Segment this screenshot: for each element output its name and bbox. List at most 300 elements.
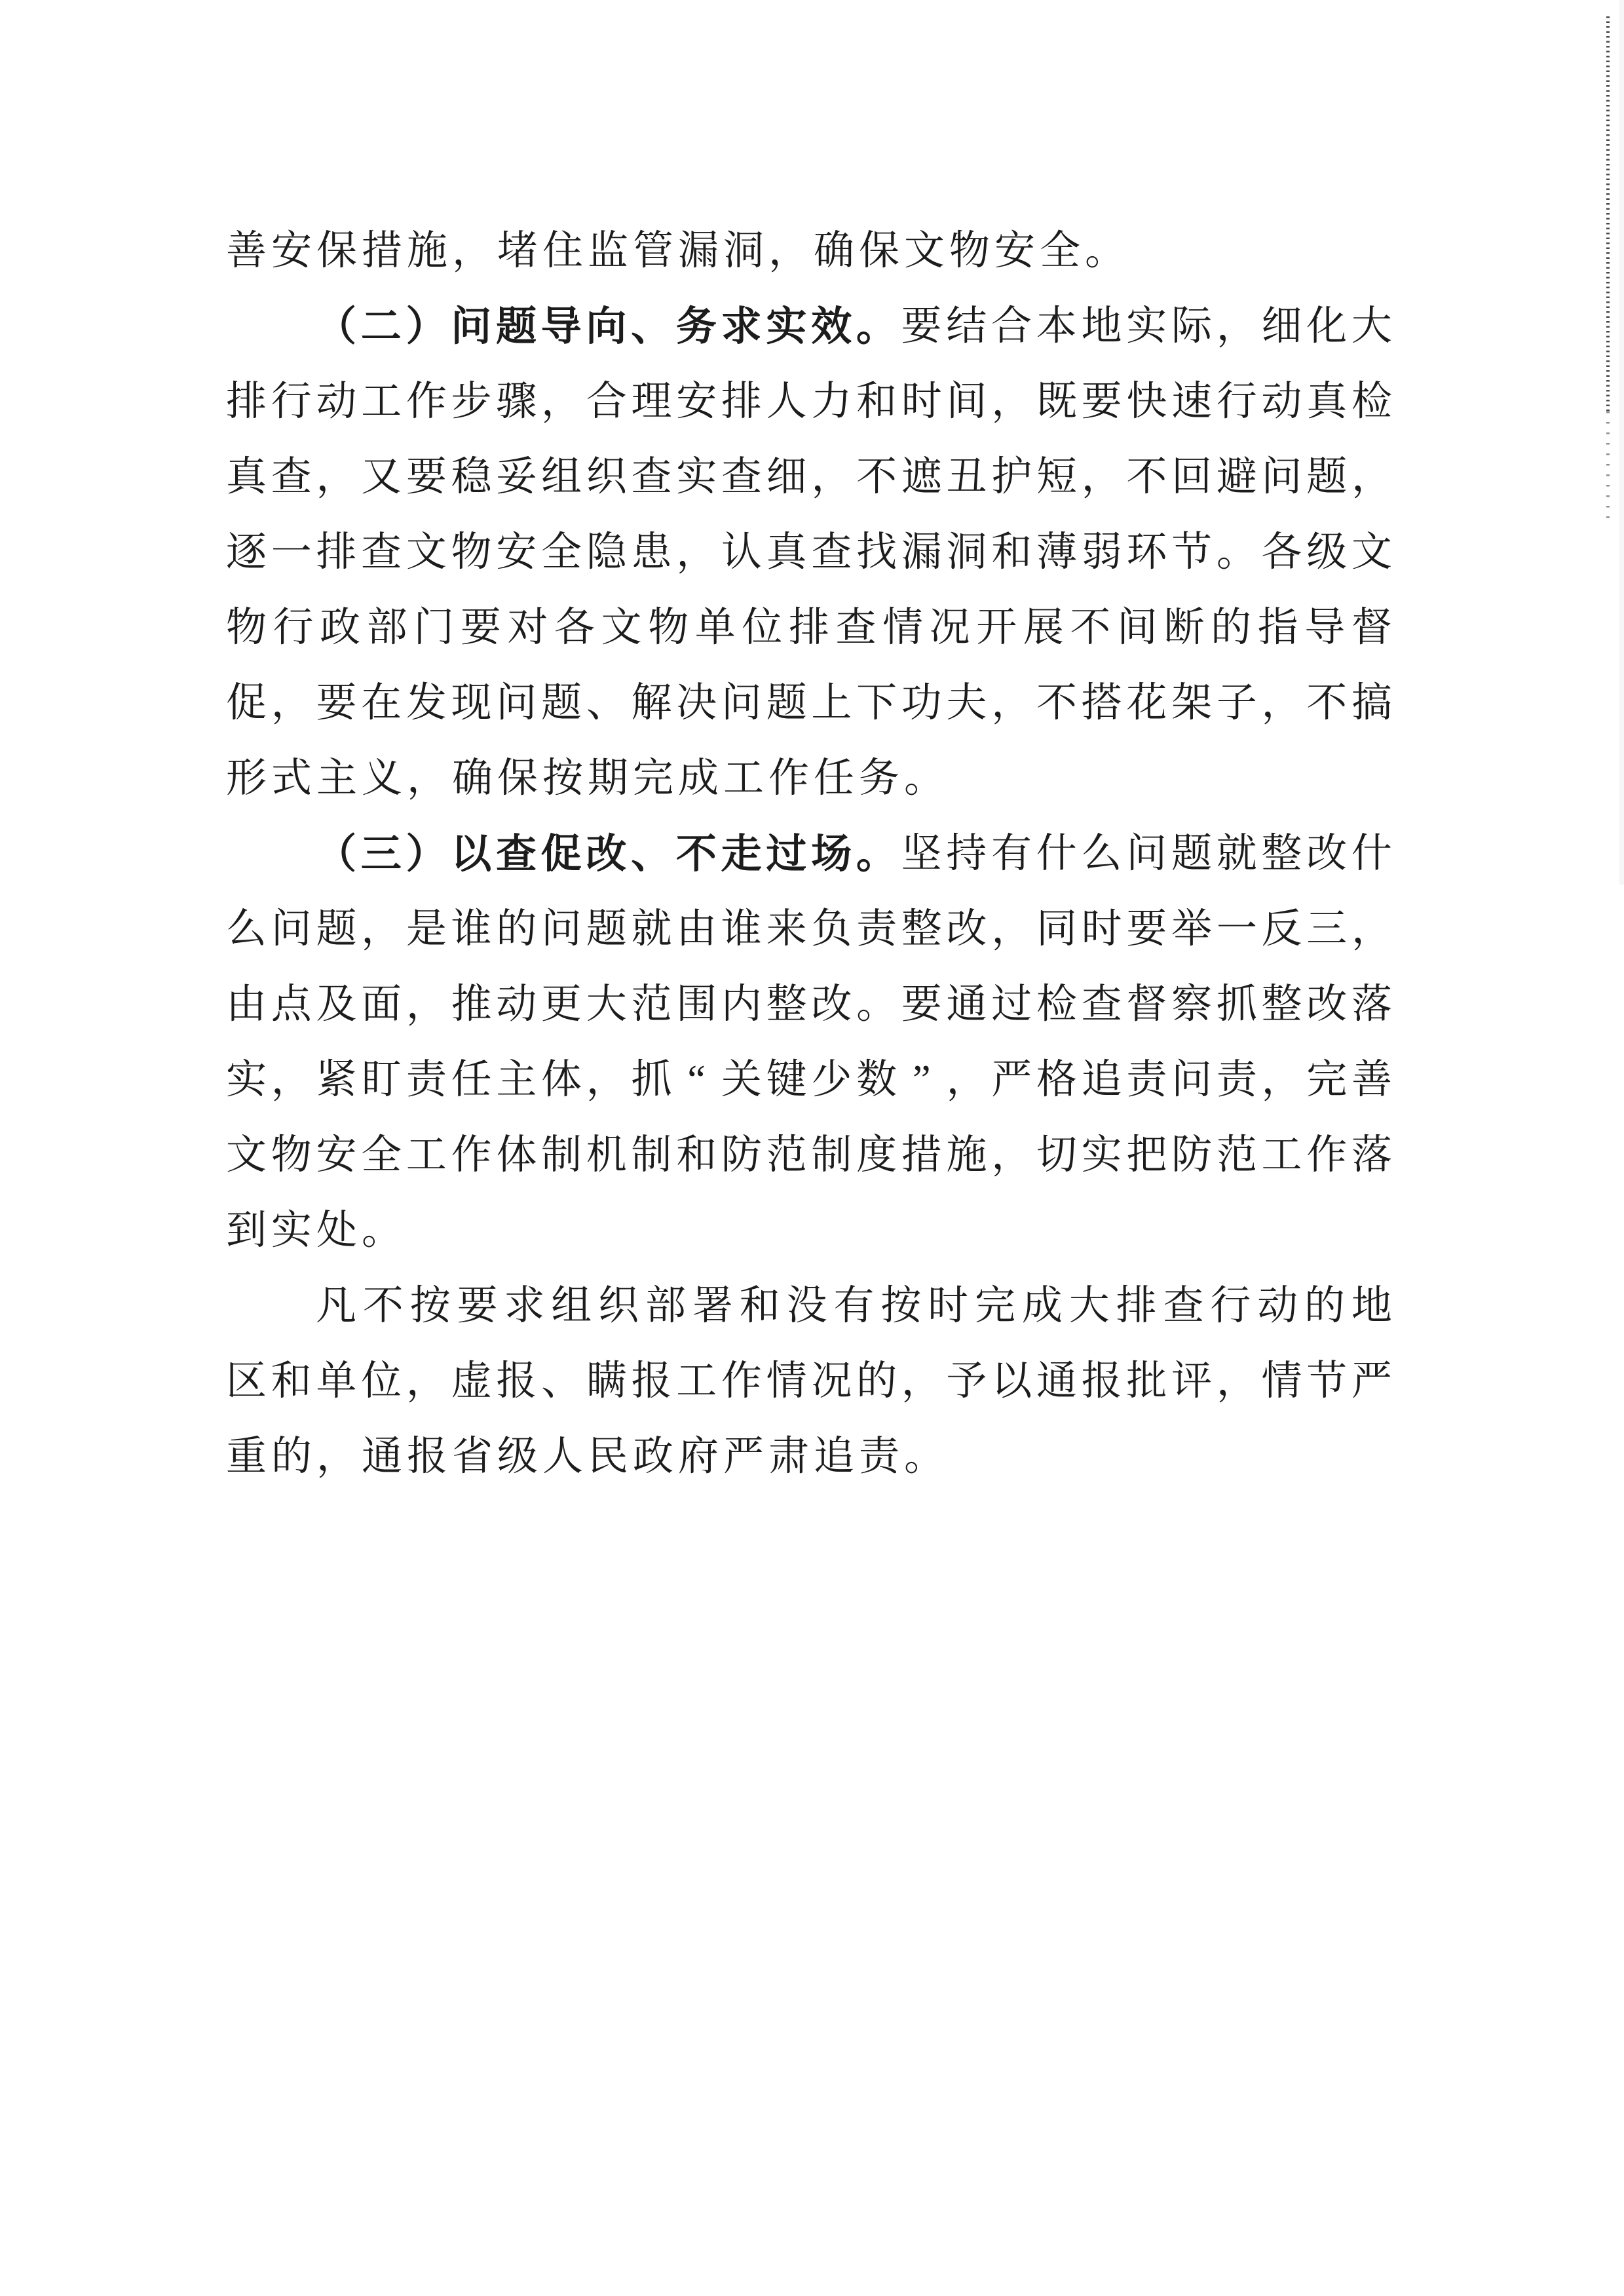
char-bold: 导: [540, 304, 582, 349]
char: 成: [678, 756, 719, 801]
text-line-6: [226, 590, 1392, 666]
char: 情: [1261, 1359, 1302, 1404]
char: 间: [946, 379, 987, 424]
char: 察: [1171, 982, 1213, 1027]
char: 决: [676, 681, 717, 725]
char: 的: [271, 1434, 312, 1479]
char: 物: [271, 1133, 312, 1177]
char: 报: [631, 1359, 672, 1404]
char: 作: [451, 1133, 492, 1177]
char: ，: [541, 379, 582, 424]
char: 式: [271, 756, 312, 801]
char: 改: [811, 982, 852, 1027]
char: 题: [541, 681, 582, 725]
char-bold: 实: [766, 304, 807, 349]
char: 文: [904, 229, 945, 273]
char: 追: [1081, 1058, 1122, 1102]
char: 推: [451, 982, 492, 1027]
char: 三: [1306, 907, 1348, 951]
char: ，: [361, 907, 402, 951]
char: 。: [904, 1434, 945, 1479]
char: 工: [406, 1133, 447, 1177]
char: 主: [496, 1058, 537, 1102]
char: 指: [1257, 605, 1298, 650]
char: 责: [859, 1434, 900, 1479]
char: 动: [1261, 379, 1302, 424]
char: 重: [226, 1434, 267, 1479]
char: 漏: [678, 229, 719, 273]
char: ，: [946, 1058, 987, 1102]
char: 政: [633, 1434, 674, 1479]
char: 就: [631, 907, 672, 951]
char: 搞: [1351, 681, 1392, 725]
char: 署: [692, 1284, 733, 1328]
char: 不: [1036, 681, 1077, 725]
char: 谁: [451, 907, 492, 951]
char: 完: [1306, 1058, 1348, 1102]
scan-artifact-edge-shade: [1619, 0, 1624, 885]
char: 安: [271, 229, 312, 273]
char: 合: [991, 304, 1032, 349]
char: 的: [1304, 1284, 1346, 1328]
char: 严: [723, 1434, 765, 1479]
char: 查: [835, 605, 877, 650]
char: 谁: [721, 907, 762, 951]
char: 改: [1306, 832, 1348, 876]
char: 问: [271, 907, 312, 951]
char: 完: [975, 1284, 1016, 1328]
char: 全: [541, 530, 582, 575]
char: 题: [766, 681, 807, 725]
char: 。: [904, 756, 945, 801]
char: 织: [598, 1284, 639, 1328]
char: 报: [407, 1434, 448, 1479]
char: 实: [676, 455, 717, 499]
char: 作: [721, 1359, 762, 1404]
char: 查: [1163, 1284, 1204, 1328]
char: 级: [1306, 530, 1348, 575]
char: 位: [361, 1359, 402, 1404]
char: 任: [814, 756, 855, 801]
char: 批: [1126, 1359, 1167, 1404]
text-line-12: [226, 1043, 1392, 1118]
char-bold: 求: [721, 304, 762, 349]
char: 认: [721, 530, 762, 575]
char: 措: [362, 229, 403, 273]
char: 问: [1171, 1058, 1213, 1102]
char: 来: [766, 907, 807, 951]
char: 按: [880, 1284, 922, 1328]
char: 围: [676, 982, 717, 1027]
char: 和: [991, 530, 1032, 575]
char: 结: [946, 304, 987, 349]
char: 要: [316, 681, 357, 725]
char: 丑: [946, 455, 987, 499]
char: 地: [1351, 1284, 1392, 1328]
char: 洞: [723, 229, 765, 273]
char: ，: [1261, 1058, 1302, 1102]
char: 薄: [1036, 530, 1077, 575]
char: 问: [496, 681, 537, 725]
char: 不: [856, 455, 897, 499]
char: 排: [316, 530, 357, 575]
char-bold: 。: [856, 304, 897, 349]
char: 内: [721, 982, 762, 1027]
char: 抓: [1216, 982, 1257, 1027]
char: 文: [406, 530, 447, 575]
char: 更: [541, 982, 582, 1027]
char: 漏: [901, 530, 942, 575]
char-bold: 查: [495, 832, 537, 877]
char: 问: [541, 907, 582, 951]
char: 工: [723, 756, 765, 801]
char: 又: [361, 455, 402, 499]
char: 责: [1126, 1058, 1167, 1102]
char: 节: [1171, 530, 1213, 575]
char: 不: [362, 1284, 404, 1328]
char: 改: [946, 907, 987, 951]
char: 监: [588, 229, 629, 273]
char: ，: [811, 455, 852, 499]
char: 时: [928, 1284, 969, 1328]
char: 排: [788, 605, 829, 650]
char: 洞: [946, 530, 987, 575]
char: 实: [1081, 1133, 1122, 1177]
char: 政: [320, 605, 361, 650]
char: 完: [633, 756, 674, 801]
text-block: [226, 214, 1392, 1495]
char-bold: 、: [631, 832, 672, 877]
char: 予: [946, 1359, 987, 1404]
scan-artifact-dotted-line-dense: [1606, 16, 1610, 411]
char: 各: [554, 605, 595, 650]
char: 的: [856, 1359, 897, 1404]
char: 快: [1126, 379, 1167, 424]
char: 形: [226, 756, 267, 801]
char: 稳: [451, 455, 492, 499]
char: 单: [316, 1359, 357, 1404]
char: 逐: [226, 530, 267, 575]
char: ，: [991, 907, 1032, 951]
char: 过: [991, 982, 1032, 1027]
char: 及: [316, 982, 357, 1027]
char: 么: [226, 907, 267, 951]
char: 举: [1171, 907, 1213, 951]
char: 整: [1261, 982, 1302, 1027]
char: ，: [407, 756, 448, 801]
char: 工: [1261, 1133, 1302, 1177]
char: 物: [226, 605, 267, 650]
char: 有: [991, 832, 1032, 876]
char: 民: [588, 1434, 629, 1479]
char: 架: [1171, 681, 1213, 725]
char: 动: [316, 379, 357, 424]
char: 关: [721, 1058, 762, 1102]
char: 由: [226, 982, 267, 1027]
char: 防: [1171, 1133, 1213, 1177]
char: 责: [856, 907, 897, 951]
char: ，: [1081, 455, 1122, 499]
char: 夫: [946, 681, 987, 725]
char: 力: [811, 379, 852, 424]
char: 查: [811, 530, 852, 575]
char: 时: [901, 379, 942, 424]
char: 实: [271, 1208, 312, 1253]
char: 成: [1021, 1284, 1063, 1328]
char: 动: [496, 982, 537, 1027]
char: 通: [946, 982, 987, 1027]
char: 题: [316, 907, 357, 951]
char: 情: [882, 605, 924, 650]
char: 患: [631, 530, 672, 575]
char: 机: [586, 1133, 627, 1177]
char: 遮: [901, 455, 942, 499]
char: 区: [226, 1359, 267, 1404]
char: 堵: [497, 229, 538, 273]
char: 安: [676, 379, 717, 424]
char: 合: [586, 379, 627, 424]
char: 范: [631, 982, 672, 1027]
char: 督: [1126, 982, 1167, 1027]
char: 发: [406, 681, 447, 725]
char: 排: [721, 379, 762, 424]
char: 体: [496, 1133, 537, 1177]
char: ，: [406, 982, 447, 1027]
char: 真: [1306, 379, 1348, 424]
char: 就: [1216, 832, 1257, 876]
char: 要: [457, 1284, 498, 1328]
char: 保: [316, 229, 358, 273]
char: 时: [1081, 907, 1122, 951]
char: 安: [316, 1133, 357, 1177]
char: 。: [856, 982, 897, 1027]
text-line-13: [226, 1118, 1392, 1193]
char: ”: [913, 1058, 931, 1102]
text-line-10: [226, 892, 1392, 967]
char: 改: [1306, 982, 1348, 1027]
char: 题: [1171, 832, 1212, 876]
char: ，: [271, 681, 312, 725]
char: 题: [586, 907, 627, 951]
char: 问: [721, 681, 762, 725]
char: 要: [1126, 907, 1167, 951]
char: 和: [271, 1359, 312, 1404]
char: 人: [766, 379, 807, 424]
char: 安: [994, 229, 1036, 273]
char: 到: [226, 1208, 267, 1253]
char: 细: [1261, 304, 1302, 349]
char: 组: [551, 1284, 592, 1328]
char: 要: [406, 455, 447, 499]
char: 解: [631, 681, 672, 725]
char: 况: [811, 1359, 852, 1404]
char-bold: 务: [675, 304, 717, 349]
char: 。: [362, 1208, 403, 1253]
char: 持: [946, 832, 987, 876]
char-bold: 向: [586, 304, 627, 349]
char-bold: 不: [675, 832, 717, 877]
char: 和: [676, 1133, 717, 1177]
char: 行: [271, 379, 312, 424]
char: 排: [226, 379, 267, 424]
char: 要: [901, 304, 942, 349]
char: 善: [226, 229, 267, 273]
char-bold: 三: [360, 832, 402, 877]
text-line-1: [226, 214, 1392, 289]
char: 理: [631, 379, 672, 424]
char: 工: [361, 379, 402, 424]
char: 把: [1126, 1133, 1167, 1177]
char: 制: [811, 1133, 852, 1177]
char-bold: ）: [406, 304, 447, 349]
char: 善: [1351, 1058, 1392, 1102]
char: 回: [1171, 455, 1213, 499]
char: 求: [504, 1284, 545, 1328]
char: 度: [856, 1133, 897, 1177]
text-line-9: [226, 816, 1392, 892]
char: 动: [1257, 1284, 1298, 1328]
char: 没: [786, 1284, 827, 1328]
char: 步: [451, 379, 492, 424]
text-line-15: [226, 1269, 1392, 1344]
text-line-17: [226, 1419, 1392, 1495]
char: 检: [1351, 379, 1392, 424]
char: 切: [1036, 1133, 1077, 1177]
char: 地: [1081, 304, 1122, 349]
char: 物: [451, 530, 492, 575]
char: 各: [1261, 530, 1302, 575]
char: 部: [366, 605, 407, 650]
char: 既: [1036, 379, 1077, 424]
text-line-7: [226, 666, 1392, 741]
char: 省: [452, 1434, 493, 1479]
char: 人: [542, 1434, 584, 1479]
char: 键: [766, 1058, 807, 1102]
char: 全: [1040, 229, 1081, 273]
char-bold: 、: [631, 304, 672, 349]
char-bold: 题: [495, 304, 537, 349]
char: 问: [1261, 455, 1302, 499]
char: ，: [991, 1133, 1032, 1177]
char: 在: [361, 681, 402, 725]
char: 断: [1163, 605, 1205, 650]
char: 责: [1216, 1058, 1257, 1102]
char: “: [687, 1058, 706, 1102]
char: 紧: [316, 1058, 357, 1102]
text-line-3: [226, 364, 1392, 440]
char-bold: 促: [540, 832, 582, 877]
char-bold: 走: [721, 832, 762, 877]
char: 是: [406, 907, 447, 951]
char: 负: [811, 907, 852, 951]
char: 查: [271, 455, 312, 499]
char: 面: [361, 982, 402, 1027]
char: ，: [586, 1058, 627, 1102]
char: 数: [856, 1058, 897, 1102]
char: 责: [406, 1058, 447, 1102]
char: 务: [859, 756, 900, 801]
char: 题: [1306, 455, 1348, 499]
char: 严: [991, 1058, 1032, 1102]
char: 的: [1211, 605, 1252, 650]
char: 作: [768, 756, 810, 801]
char: 按: [409, 1284, 451, 1328]
char: ，: [1216, 1359, 1257, 1404]
char: 问: [1126, 832, 1167, 876]
char: 找: [856, 530, 897, 575]
char: 位: [742, 605, 783, 650]
char: 什: [1351, 832, 1392, 876]
char: 的: [496, 907, 537, 951]
char-bold: ）: [406, 832, 447, 877]
char: 和: [856, 379, 897, 424]
char: 主: [316, 756, 358, 801]
char: 实: [1126, 304, 1167, 349]
char: 不: [1306, 681, 1348, 725]
char: 落: [1351, 982, 1392, 1027]
char: 整: [1261, 832, 1302, 876]
char: 瞒: [586, 1359, 627, 1404]
text-line-4: [226, 440, 1392, 515]
char: 按: [542, 756, 584, 801]
char: 住: [542, 229, 584, 273]
char: ，: [991, 681, 1032, 725]
char: ，: [901, 1359, 942, 1404]
char: 制: [631, 1133, 672, 1177]
char-bold: （: [316, 832, 357, 877]
text-line-11: [226, 967, 1392, 1043]
char: 由: [676, 907, 717, 951]
char: 级: [497, 1434, 538, 1479]
char: 确: [814, 229, 855, 273]
char: 要: [460, 605, 501, 650]
char: 通: [1036, 1359, 1077, 1404]
char: 织: [586, 455, 627, 499]
char: 整: [766, 982, 807, 1027]
char: 况: [929, 605, 970, 650]
scan-artifact-dotted-line-sparse: [1606, 411, 1610, 520]
char: ，: [1261, 681, 1302, 725]
char: 确: [452, 756, 493, 801]
char-bold: 场: [811, 832, 852, 877]
char: 物: [648, 605, 689, 650]
char: 现: [451, 681, 492, 725]
char: ，: [271, 1058, 312, 1102]
char: 行: [1216, 379, 1257, 424]
char: 文: [226, 1133, 267, 1177]
char: 施: [946, 1133, 987, 1177]
char: 文: [1351, 530, 1392, 575]
char: 查: [721, 455, 762, 499]
char: 间: [1116, 605, 1158, 650]
char: 环: [1126, 530, 1167, 575]
char: 排: [1116, 1284, 1157, 1328]
char: 工: [676, 1359, 717, 1404]
char: 单: [694, 605, 736, 650]
text-line-8: [226, 741, 1392, 816]
char: ，: [316, 1434, 358, 1479]
char: 上: [811, 681, 852, 725]
char: 少: [811, 1058, 852, 1102]
char: 行: [1210, 1284, 1251, 1328]
char: 防: [721, 1133, 762, 1177]
char: 虚: [451, 1359, 492, 1404]
char: 化: [1306, 304, 1348, 349]
char: 点: [271, 982, 312, 1027]
char: ，: [406, 1359, 447, 1404]
char: 一: [1216, 907, 1257, 951]
char-bold: 。: [856, 832, 897, 877]
